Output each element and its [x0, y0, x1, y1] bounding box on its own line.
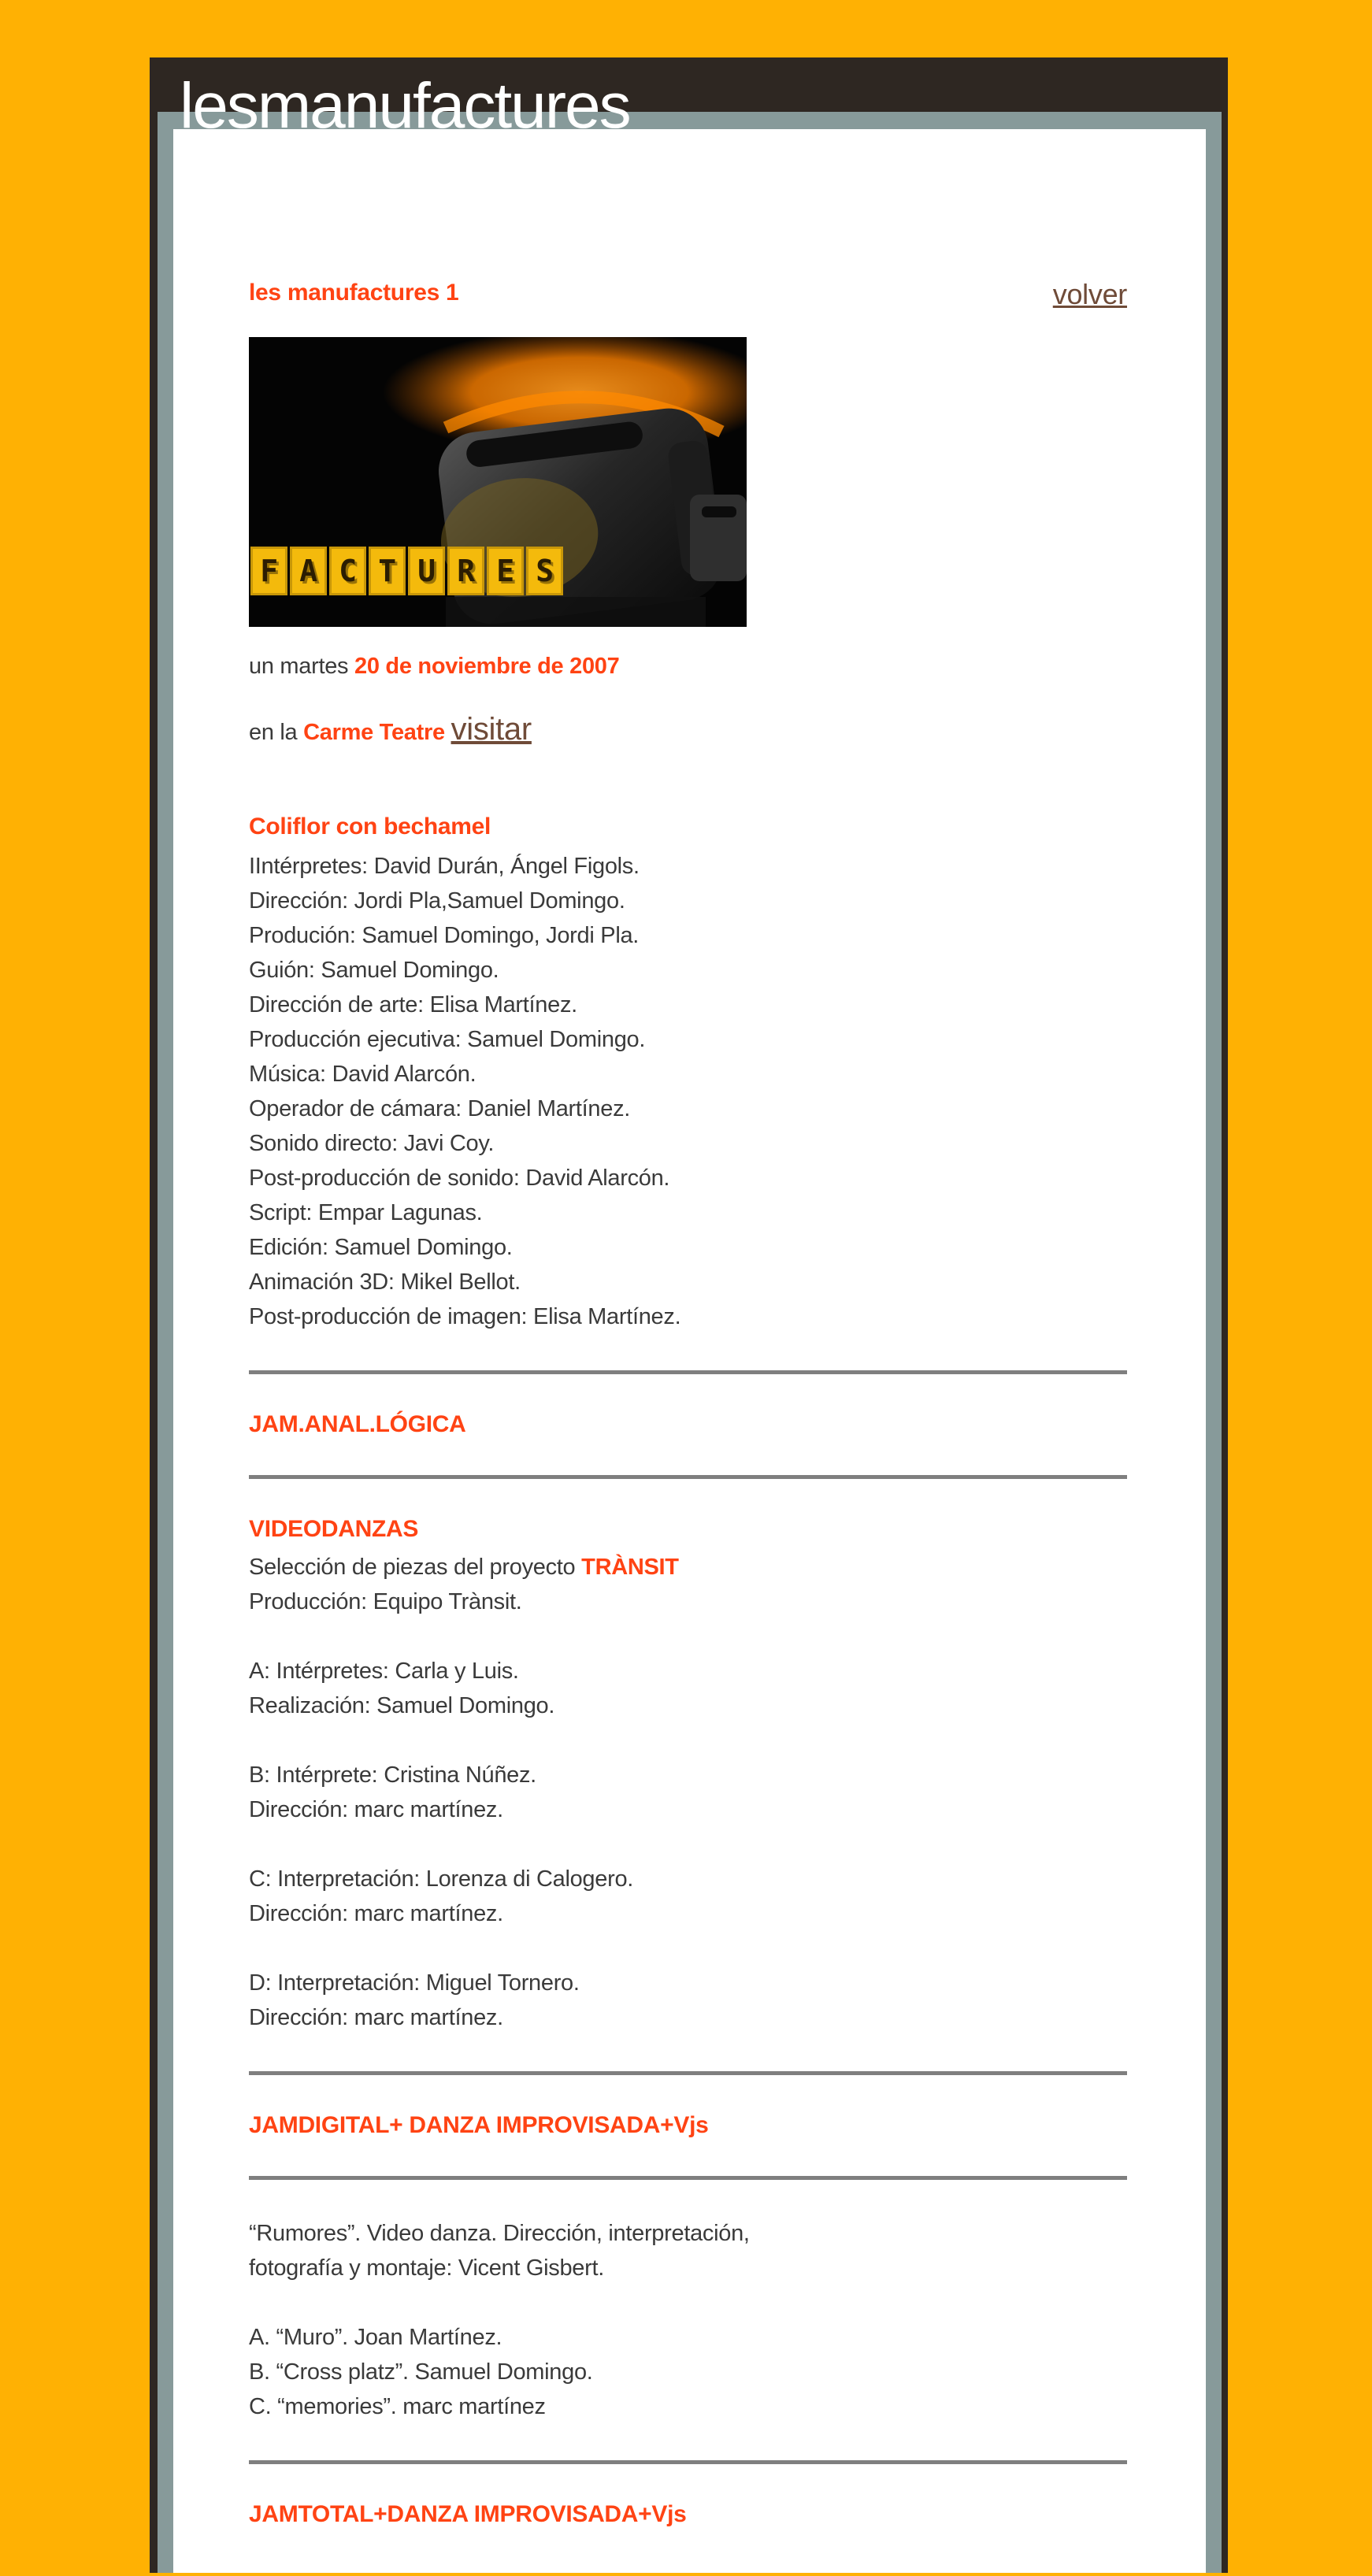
hero-image [249, 337, 747, 627]
factures-letter-tiles [250, 547, 563, 595]
videodanzas-pieces [249, 1654, 1127, 2035]
event-date-line [249, 649, 1127, 684]
piece-entry [249, 1862, 1127, 1931]
credit-line: Dirección: Jordi Pla,Samuel Domingo. [249, 888, 625, 914]
site-masthead: lesmanufactures [180, 70, 630, 142]
content-column [173, 129, 1206, 2576]
section-divider [249, 1370, 1127, 1374]
jamdigital-description [249, 2216, 1127, 2285]
credit-line: Operador de cámara: Daniel Martínez. [249, 1096, 631, 1121]
section-title-jamdigital: JAMDIGITAL+ DANZA IMPROVISADA+Vjs [249, 2112, 709, 2138]
section-divider [249, 1475, 1127, 1479]
credit-line: Animación 3D: Mikel Bellot. [249, 1269, 521, 1295]
venue-line [249, 710, 1127, 751]
credit-line: Script: Empar Lagunas. [249, 1200, 483, 1225]
credit-line: Edición: Samuel Domingo. [249, 1235, 513, 1260]
section-title-jamtotal: JAMTOTAL+DANZA IMPROVISADA+Vjs [249, 2501, 687, 2527]
videodanzas-intro-text: Selección de piezas del proyecto [249, 1555, 576, 1580]
description-line: fotografía y montaje: Vicent Gisbert. [249, 2255, 604, 2281]
jamdigital-works [249, 2320, 1127, 2424]
venue-name: Carme Teatre [303, 720, 445, 745]
videodanzas-production: Producción: Equipo Trànsit. [249, 1589, 522, 1614]
page-title: les manufactures 1 [249, 280, 459, 306]
work-line: C. “memories”. marc martínez [249, 2394, 546, 2419]
piece-entry [249, 1966, 1127, 2035]
section-title-coliflor: Coliflor con bechamel [249, 814, 491, 840]
piece-entry [249, 1758, 1127, 1827]
letter-tile: A [290, 547, 327, 595]
work-line: B. “Cross platz”. Samuel Domingo. [249, 2359, 593, 2385]
credit-line: Dirección de arte: Elisa Martínez. [249, 992, 577, 1017]
piece-performers: B: Intérprete: Cristina Núñez. [249, 1762, 536, 1788]
content-panel [173, 129, 1206, 2573]
credit-line: Música: David Alarcón. [249, 1062, 476, 1087]
date-prefix: un martes [249, 654, 349, 679]
letter-tile: E [487, 547, 524, 595]
letter-tile: F [250, 547, 287, 595]
credit-line: Sonido directo: Javi Coy. [249, 1131, 495, 1156]
letter-tile: R [447, 547, 484, 595]
coliflor-credits [249, 849, 1127, 1334]
section-divider [249, 2071, 1127, 2075]
credit-line: Post-producción de sonido: David Alarcón. [249, 1166, 670, 1191]
visit-link[interactable]: visitar [451, 712, 532, 747]
back-link[interactable]: volver [1052, 278, 1127, 310]
piece-direction: Realización: Samuel Domingo. [249, 1693, 555, 1718]
piece-performers: A: Intérpretes: Carla y Luis. [249, 1659, 519, 1684]
piece-entry [249, 1654, 1127, 1723]
section-title-jam-anal: JAM.ANAL.LÓGICA [249, 1411, 466, 1437]
description-line: “Rumores”. Video danza. Dirección, interpretación, [249, 2221, 750, 2246]
credit-line: Producción ejecutiva: Samuel Domingo. [249, 1027, 646, 1052]
topbar [249, 279, 1127, 310]
credit-line: Produción: Samuel Domingo, Jordi Pla. [249, 923, 640, 948]
inner-border-panel [158, 112, 1222, 2573]
piece-performers: C: Interpretación: Lorenza di Calogero. [249, 1866, 634, 1892]
section-divider [249, 2460, 1127, 2464]
credit-line: Guión: Samuel Domingo. [249, 958, 499, 983]
piece-direction: Dirección: marc martínez. [249, 1797, 503, 1822]
site-frame [150, 57, 1228, 2573]
credit-line: IIntérpretes: David Durán, Ángel Figols. [249, 854, 640, 879]
letter-tile: U [408, 547, 445, 595]
transit-highlight: TRÀNSIT [581, 1555, 679, 1580]
event-date: 20 de noviembre de 2007 [354, 654, 620, 679]
piece-direction: Dirección: marc martínez. [249, 1901, 503, 1926]
piece-direction: Dirección: marc martínez. [249, 2005, 503, 2030]
credit-line: Post-producción de imagen: Elisa Martínez. [249, 1304, 681, 1329]
letter-tile: S [526, 547, 563, 595]
venue-prefix: en la [249, 720, 298, 745]
piece-performers: D: Interpretación: Miguel Tornero. [249, 1970, 580, 1996]
videodanzas-intro [249, 1550, 1127, 1585]
letter-tile: C [329, 547, 366, 595]
letter-tile: T [369, 547, 406, 595]
section-divider [249, 2176, 1127, 2180]
section-title-videodanzas: VIDEODANZAS [249, 1516, 419, 1542]
work-line: A. “Muro”. Joan Martínez. [249, 2325, 502, 2350]
